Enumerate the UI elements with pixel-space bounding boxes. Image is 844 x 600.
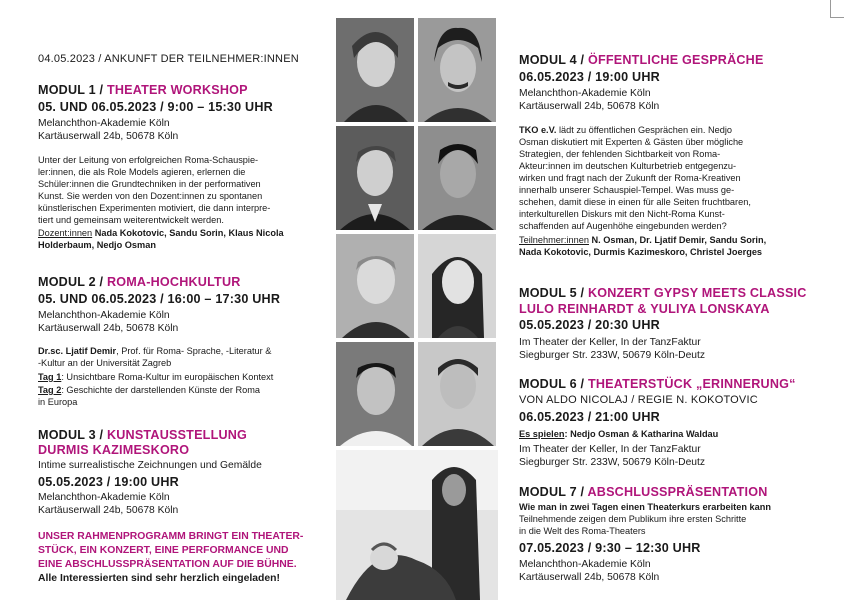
modul5-heading: MODUL 5 / KONZERT GYPSY MEETS CLASSIC <box>519 286 807 300</box>
footer-pink-line: UNSER RAHMENPROGRAMM BRINGT EIN THEATER- <box>38 531 304 542</box>
modul6-date: 06.05.2023 / 21:00 UHR <box>519 410 660 424</box>
modul7-desc-2: in die Welt des Roma-Theaters <box>519 526 646 536</box>
modul4-desc-line: Strategien, der fehlenden Sichtbarkeit von Roma- <box>519 149 721 159</box>
modul6-heading: MODUL 6 / THEATERSTÜCK „ERINNERUNG“ <box>519 377 796 391</box>
modul1-desc-line: Unter der Leitung von erfolgreichen Roma-Schauspie- <box>38 155 259 165</box>
modul4-desc-line: interkulturellen Diskurs mit den Nicht-Roma Kunst- <box>519 209 725 219</box>
modul5-heading-2: LULO REINHARDT & YULIYA LONSKAYA <box>519 302 770 316</box>
modul3-heading-2: DURMIS KAZIMESKORO <box>38 443 190 457</box>
modul7-desc: Teilnehmende zeigen dem Publikum ihre ersten Schritte <box>519 514 747 524</box>
modul7-lead: Wie man in zwei Tagen einen Theaterkurs erarbeiten kann <box>519 502 771 512</box>
modul4-desc-line: wirken und fragt nach der Zukunft der Roma-Kreativen <box>519 173 741 183</box>
modul1-date: 05. UND 06.05.2023 / 9:00 – 15:30 UHR <box>38 100 273 114</box>
performance-photo <box>336 450 498 600</box>
portrait-man-5 <box>336 342 414 446</box>
modul3-date: 05.05.2023 / 19:00 UHR <box>38 475 179 489</box>
modul5-venue: Im Theater der Keller, In der TanzFaktur <box>519 337 701 348</box>
modul3-address: Kartäuserwall 24b, 50678 Köln <box>38 505 179 516</box>
photo-column <box>336 18 498 600</box>
modul5-address: Siegburger Str. 233W, 50679 Köln-Deutz <box>519 350 706 361</box>
modul1-desc-line: tiert und gemeinsam weiterentwickelt werden. <box>38 215 224 225</box>
portrait-man-6 <box>418 342 496 446</box>
footer-invite: Alle Interessierten sind sehr herzlich eingeladen! <box>38 573 280 584</box>
modul6-subtitle: VON ALDO NICOLAJ / REGIE N. KOKOTOVIC <box>519 394 758 406</box>
portrait-woman-2 <box>418 234 496 338</box>
modul2-venue: Melanchthon-Akademie Köln <box>38 310 170 321</box>
modul4-address: Kartäuserwall 24b, 50678 Köln <box>519 101 660 112</box>
modul4-participants: Teilnehmer:innen N. Osman, Dr. Ljatif Demir, Sandu Sorin, <box>519 235 767 245</box>
modul4-venue: Melanchthon-Akademie Köln <box>519 88 651 99</box>
modul7-heading: MODUL 7 / ABSCHLUSSPRÄSENTATION <box>519 485 768 499</box>
modul3-venue: Melanchthon-Akademie Köln <box>38 492 170 503</box>
modul1-desc-line: künstlerischen Experimenten motiviert, die dann interpre- <box>38 203 271 213</box>
portrait-woman-1 <box>336 18 414 122</box>
modul1-desc-line: ler:innen, die als Role Models agieren, erlernen die <box>38 167 246 177</box>
modul3-heading: MODUL 3 / KUNSTAUSSTELLUNG <box>38 428 248 442</box>
modul2-address: Kartäuserwall 24b, 50678 Köln <box>38 323 179 334</box>
modul4-participants-2: Nada Kokotovic, Durmis Kazimeskoro, Christel Joerges <box>519 247 763 257</box>
modul5-date: 05.05.2023 / 20:30 UHR <box>519 318 660 332</box>
modul7-address: Kartäuserwall 24b, 50678 Köln <box>519 572 660 583</box>
modul4-heading: MODUL 4 / ÖFFENTLICHE GESPRÄCHE <box>519 53 764 67</box>
portrait-man-3 <box>418 126 496 230</box>
modul4-desc-line: Akteur:innen im deutschen Kulturbetrieb entgegenzu- <box>519 161 737 171</box>
modul1-lecturers-2: Holderbaum, Nedjo Osman <box>38 240 156 250</box>
modul3-subtitle: Intime surrealistische Zeichnungen und Gemälde <box>38 460 262 471</box>
portrait-man-4 <box>336 234 414 338</box>
modul4-desc-first: TKO e.V. lädt zu öffentlichen Gesprächen ein. Nedjo <box>519 125 732 135</box>
modul1-desc-line: Kunst. Sie werden von den Dozent:innen zu spontanen <box>38 191 263 201</box>
modul4-desc-line: innerhalb unserer Schauspiel-Tempel. Was muss ge- <box>519 185 735 195</box>
modul4-desc-line: schehen, damit diese in einen für alle Seiten fruchtbaren, <box>519 197 751 207</box>
portrait-man-1 <box>418 18 496 122</box>
modul1-lecturers: Dozent:innen Nada Kokotovic, Sandu Sorin, Klaus Nicola <box>38 228 284 238</box>
corner-box <box>830 0 844 18</box>
modul6-venue: Im Theater der Keller, In der TanzFaktur <box>519 444 701 455</box>
modul2-tag2-2: in Europa <box>38 397 78 407</box>
modul4-desc-line: Osman diskutiert mit Experten & Gästen über mögliche <box>519 137 744 147</box>
modul6-address: Siegburger Str. 233W, 50679 Köln-Deutz <box>519 457 706 468</box>
modul1-heading: MODUL 1 / THEATER WORKSHOP <box>38 83 248 97</box>
arrival-line: 04.05.2023 / ANKUNFT DER TEILNEHMER:INNEN <box>38 53 299 65</box>
modul7-date: 07.05.2023 / 9:30 – 12:30 UHR <box>519 541 701 555</box>
modul2-tag2: Tag 2: Geschichte der darstellenden Künste der Roma <box>38 385 260 395</box>
modul7-venue: Melanchthon-Akademie Köln <box>519 559 651 570</box>
footer-pink-line: STÜCK, EIN KONZERT, EINE PERFORMANCE UND <box>38 545 289 556</box>
modul1-desc-line: Schüler:innen die Grundtechniken in der performativen <box>38 179 261 189</box>
portrait-man-2 <box>336 126 414 230</box>
modul2-heading: MODUL 2 / ROMA-HOCHKULTUR <box>38 275 241 289</box>
modul1-venue: Melanchthon-Akademie Köln <box>38 118 170 129</box>
modul4-desc-line: schaffenden auf Augenhöhe eingebunden werden? <box>519 221 727 231</box>
modul2-tag1: Tag 1: Unsichtbare Roma-Kultur im europäischen Kontext <box>38 372 274 382</box>
modul2-speaker-2: -Kultur an der Universität Zagreb <box>38 358 172 368</box>
modul2-speaker: Dr.sc. Ljatif Demir, Prof. für Roma- Sprache, -Literatur & <box>38 346 272 356</box>
modul6-cast: Es spielen: Nedjo Osman & Katharina Waldau <box>519 429 719 439</box>
modul4-date: 06.05.2023 / 19:00 UHR <box>519 70 660 84</box>
modul1-address: Kartäuserwall 24b, 50678 Köln <box>38 131 179 142</box>
modul2-date: 05. UND 06.05.2023 / 16:00 – 17:30 UHR <box>38 292 281 306</box>
footer-pink-line: EINE ABSCHLUSSPRÄSENTATION AUF DIE BÜHNE. <box>38 559 297 570</box>
